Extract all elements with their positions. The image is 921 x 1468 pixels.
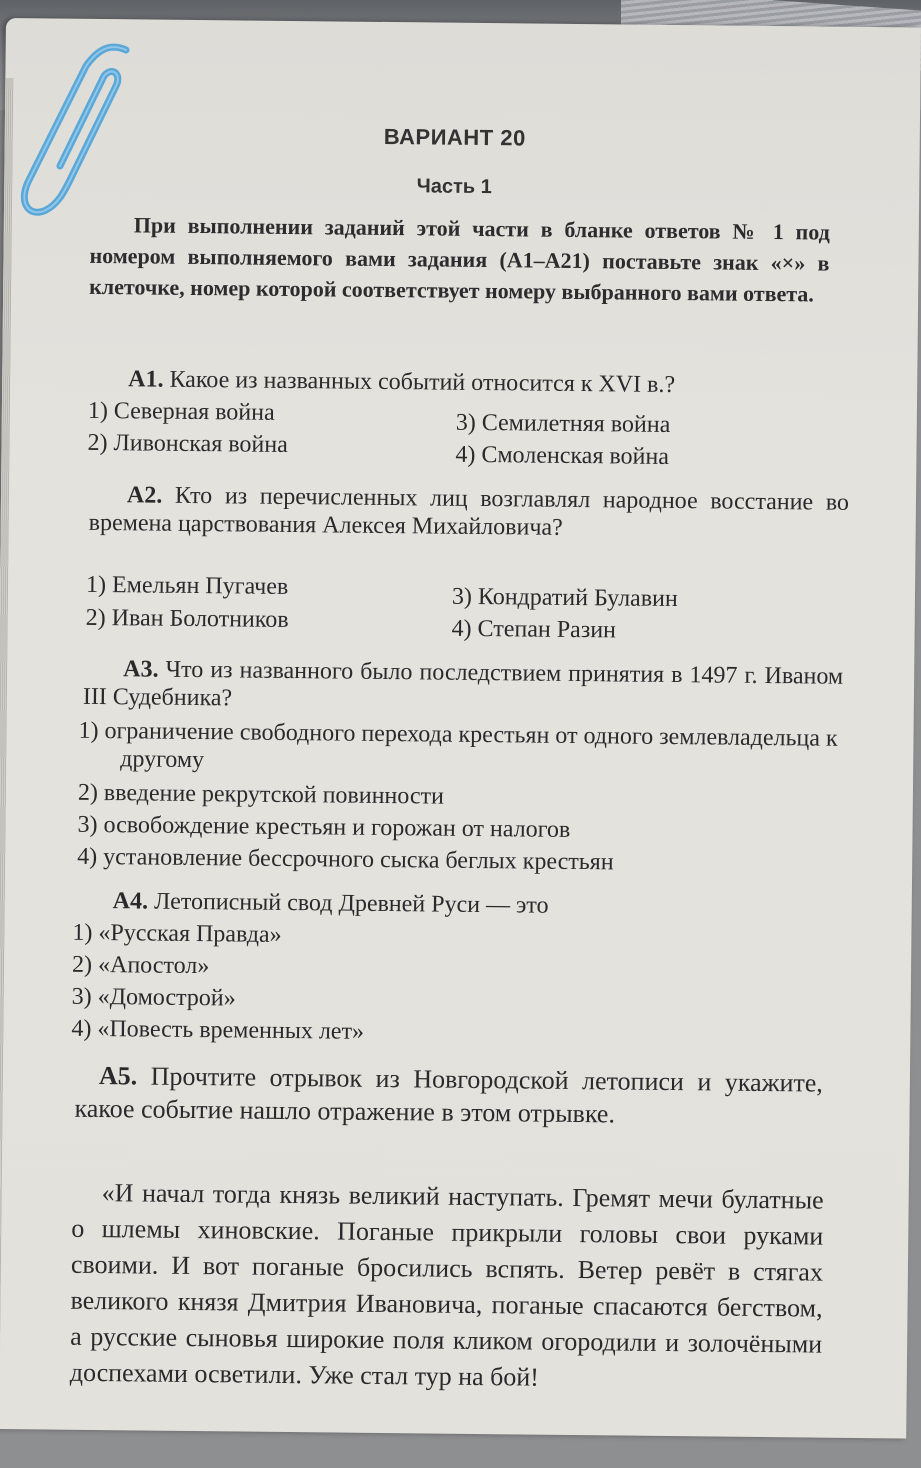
option-a2-2: 2) Иван Болотников: [85, 604, 289, 633]
option-a4-2: 2) «Апостол»: [71, 951, 210, 980]
option-a3-3: 3) освобождение крестьян и горожан от налогов: [77, 811, 571, 843]
question-a3: [83, 655, 844, 719]
question-a1: [92, 365, 852, 401]
chronicle-quote: «И начал тогда князь великий наступать. Гремят мечи булатные о шлемы хиновские. Поганые прикрыли головы свои руками своими. И вот поганые бросились вспять. Ветер ревёт в стягах великого князя Дмитрия Ивановича, поганые спасаются бегством, а русские сыновья широкие поля кликом огородили и золочёными доспехами осветили. Уже стал тур на бой!: [69, 1178, 824, 1392]
question-text: Прочтите отрывок из Новгородской летописи и укажите, какое событие нашло отражение в этом отрывке.: [74, 1061, 824, 1129]
variant-title: ВАРИАНТ 20: [383, 123, 526, 151]
option-text: 1) ограничение свободного перехода крестьян от одного землевладельца к другому: [78, 717, 838, 774]
question-text: Какое из названных событий относится к XVI в.?: [169, 366, 676, 399]
option-a3-1: [78, 717, 839, 781]
option-a1-1: 1) Северная война: [87, 397, 275, 426]
question-number: А2.: [126, 482, 163, 509]
option-a4-1: 1) «Русская Правда»: [72, 919, 282, 948]
question-number: А4.: [112, 888, 149, 915]
question-number: А1.: [128, 366, 164, 393]
option-a1-4: 4) Смоленская война: [455, 441, 670, 470]
part-title: Часть 1: [416, 175, 492, 199]
question-a2: [89, 481, 850, 545]
question-a4: [77, 887, 837, 923]
option-a3-4: 4) установление бессрочного сыска беглых крестьян: [77, 843, 614, 876]
question-text: Что из названного было последствием принятия в 1497 г. Иваном III Судебника?: [82, 656, 844, 712]
option-a2-3: 3) Кондратий Булавин: [451, 583, 678, 613]
option-a1-2: 2) Ливонская война: [87, 429, 288, 458]
option-a2-1: 1) Емельян Пугачев: [85, 571, 289, 600]
textbook-page: [0, 18, 921, 1439]
question-a5: [74, 1059, 823, 1133]
option-a4-3: 3) «Домострой»: [71, 983, 236, 1012]
question-text: Кто из перечисленных лиц возглавлял народное восстание во времена царствования Алексея Михайловича?: [88, 482, 850, 541]
question-text: Летописный свод Древней Руси — это: [153, 888, 549, 919]
option-a2-4: 4) Степан Разин: [451, 615, 617, 644]
option-a3-2: 2) введение рекрутской повинности: [77, 779, 445, 810]
question-number: А5.: [98, 1061, 138, 1091]
instructions: При выполнении заданий этой части в бланке ответов № 1 под номером выполняемого вами задания (А1–А21) поставьте знак «×» в клеточке, номер которой соответствует номеру выбранного вами ответа.: [89, 212, 830, 307]
question-number: А3.: [123, 656, 159, 683]
option-a4-4: 4) «Повесть временных лет»: [71, 1015, 365, 1045]
option-a1-3: 3) Семилетняя война: [455, 409, 671, 438]
paperclip-icon: [8, 42, 138, 222]
page-content: [0, 18, 921, 1439]
